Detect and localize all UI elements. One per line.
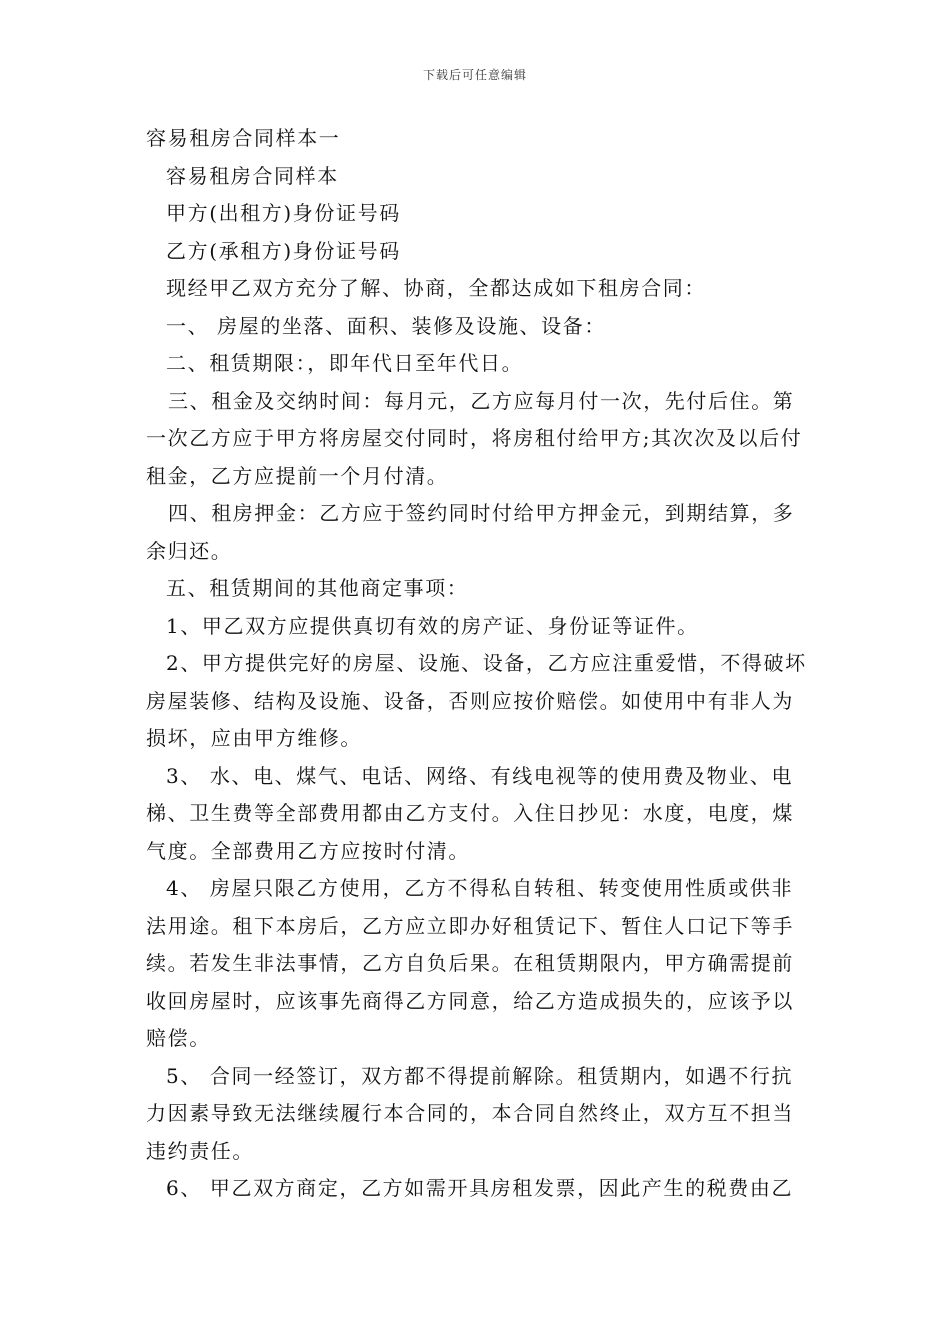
paragraph: 2、甲方提供完好的房屋、设施、设备，乙方应注重爱惜，不得破坏房屋装修、结构及设施、设备，否则应按价赔偿。如使用中有非人为损坏，应由甲方维修。 [146, 651, 807, 750]
paragraph: 一、 房屋的坐落、面积、装修及设施、设备： [166, 313, 606, 338]
paragraph: 乙方(承租方)身份证号码 [166, 238, 401, 263]
paragraph: 二、租赁期限：，即年代日至年代日。 [166, 351, 524, 375]
paragraph: 现经甲乙双方充分了解、协商，全都达成如下租房合同： [166, 276, 706, 300]
document-title: 容易租房合同样本一 [146, 126, 341, 150]
paragraph: 6、 甲乙双方商定，乙方如需开具房租发票，因此产生的税费由乙 [166, 1176, 794, 1200]
document-body [146, 120, 808, 1208]
paragraph: 三、租金及交纳时间：每月元，乙方应每月付一次，先付后住。第一次乙方应于甲方将房屋交付同时，将房租付给甲方;其次次及以后付租金，乙方应提前一个月付清。 [146, 388, 803, 488]
header-note: 下载后可任意编辑 [422, 68, 527, 82]
paragraph: 甲方(出租方)身份证号码 [166, 201, 401, 225]
paragraph: 容易租房合同样本 [166, 163, 339, 188]
paragraph: 四、租房押金：乙方应于签约同时付给甲方押金元，到期结算，多余归还。 [146, 501, 795, 563]
paragraph: 4、 房屋只限乙方使用，乙方不得私自转租、转变使用性质或供非法用途。租下本房后，乙方应立即办好租赁记下、暂住人口记下等手续。若发生非法事情，乙方自负后果。在租赁期限内，甲方确需提前收回房屋时，应该事先商得乙方同意，给乙方造成损失的，应该予以赔偿。 [146, 876, 794, 1050]
paragraph: 1、甲乙双方应提供真切有效的房产证、身份证等证件。 [166, 613, 699, 638]
paragraph: 5、 合同一经签订，双方都不得提前解除。租赁期内，如遇不行抗力因素导致无法继续履行本合同的，本合同自然终止，双方互不担当违约责任。 [146, 1063, 794, 1163]
paragraph: 五、租赁期间的其他商定事项： [166, 576, 469, 600]
paragraph: 3、 水、电、煤气、电话、网络、有线电视等的使用费及物业、电梯、卫生费等全部费用都由乙方支付。入住日抄见：水度，电度，煤气度。全部费用乙方应按时付清。 [146, 763, 794, 863]
